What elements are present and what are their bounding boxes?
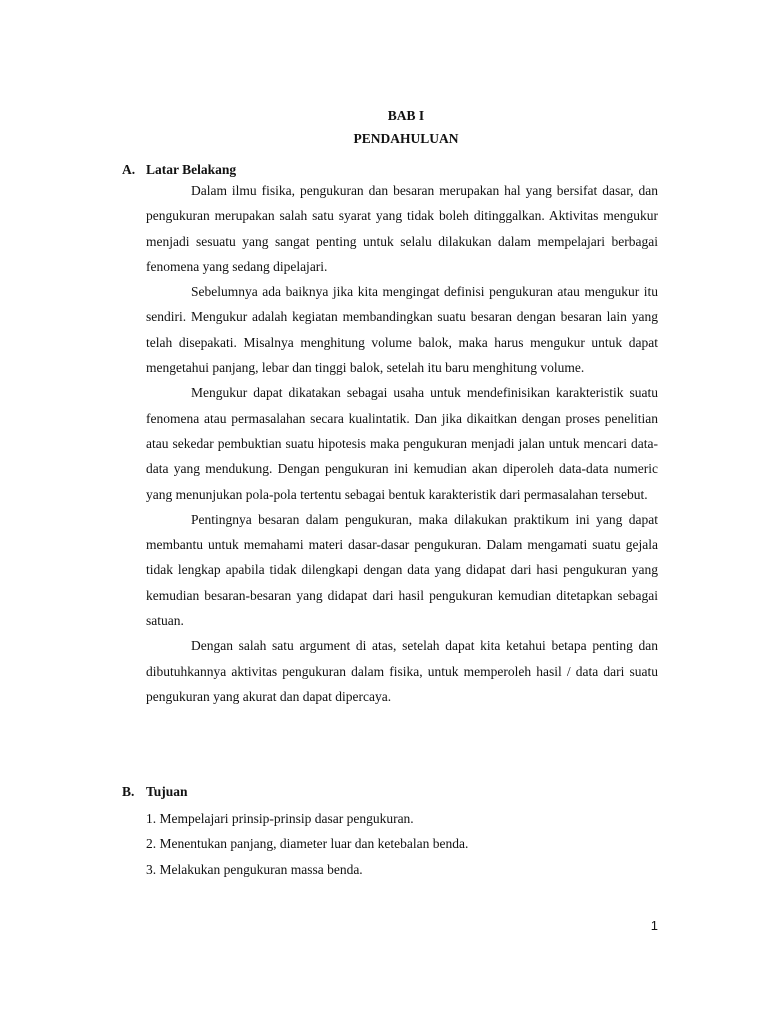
paragraph: Dengan salah satu argument di atas, setelah dapat kita ketahui betapa penting dan dibutuhkannya aktivitas pengukuran dalam fisika, untuk memperoleh hasil / data dari suatu pengukuran yang akurat dan dapat dipercaya. (146, 638, 658, 704)
chapter-title: PENDAHULUAN (353, 131, 459, 146)
paragraph: Sebelumnya ada baiknya jika kita mengingat definisi pengukuran atau mengukur itu sendiri. Mengukur adalah kegiatan membandingkan suatu besaran dengan besaran lain yang telah disepakati. Misalnya menghitung volume balok, maka harus mengukur untuk dapat mengetahui panjang, lebar dan tinggi balok, setelah itu baru menghitung volume. (146, 284, 658, 376)
list-item: 3. Melakukan pengukuran massa benda. (146, 861, 363, 877)
list-item: 2. Menentukan panjang, diameter luar dan ketebalan benda. (146, 836, 469, 852)
section-a-title: Latar Belakang (146, 162, 237, 177)
chapter-heading (0, 104, 768, 150)
section-b-heading (122, 782, 188, 802)
background-section-body (146, 178, 658, 709)
section-b-title: Tujuan (146, 784, 188, 799)
list-item: 1. Mempelajari prinsip-prinsip dasar pengukuran. (146, 811, 414, 826)
section-b-letter: B. (122, 784, 135, 799)
paragraph: Pentingnya besaran dalam pengukuran, maka dilakukan praktikum ini yang dapat membantu untuk memahami materi dasar-dasar pengukuran. Dalam mengamati suatu gejala tidak lengkap apabila tidak dilengkapi dengan data yang didapat dari hasi pengukuran yang kemudian besaran-besaran yang didapat dari hasil pengukuran kemudian ditetapkan sebagai satuan. (146, 511, 658, 629)
paragraph: Mengukur dapat dikatakan sebagai usaha untuk mendefinisikan karakteristik suatu fenomena atau permasalahan secara kualintatik. Dan jika dikaitkan dengan proses penelitian atau sekedar pembuktian suatu hipotesis maka pengukuran menjadi jalan untuk mencari data-data yang mendukung. Dengan pengukuran ini kemudian akan diperoleh data-data numeric yang menunjukan pola-pola tertentu sebagai bentuk karakteristik dari permasalahan tersebut. (146, 385, 658, 502)
paragraph: Dalam ilmu fisika, pengukuran dan besaran merupakan hal yang bersifat dasar, dan pengukuran merupakan salah satu syarat yang tidak boleh ditinggalkan. Aktivitas mengukur menjadi sesuatu yang sangat penting untuk selalu dilakukan dalam mempelajari berbagai fenomena yang sedang dipelajari. (146, 183, 658, 274)
section-a-heading (122, 160, 236, 180)
page-number: 1 (650, 918, 658, 933)
chapter-label: BAB I (387, 108, 425, 123)
section-a-letter: A. (122, 162, 136, 177)
objectives-list (146, 806, 658, 882)
